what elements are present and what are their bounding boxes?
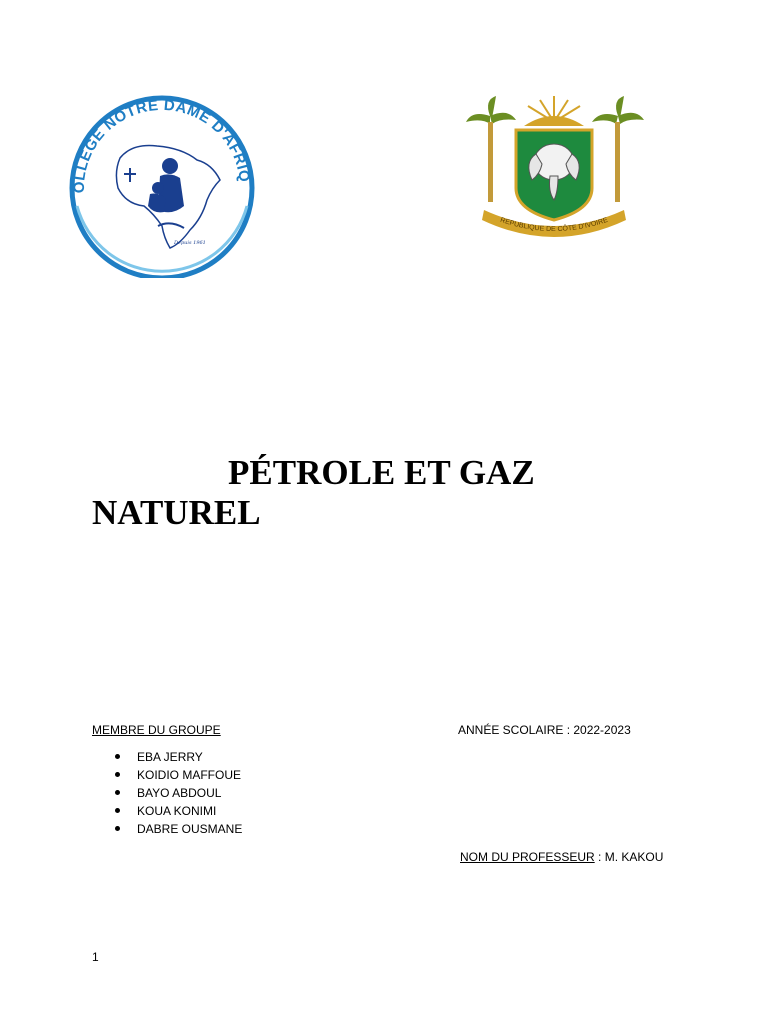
- page-title-line1: PÉTROLE ET GAZ: [228, 453, 535, 492]
- list-item: DABRE OUSMANE: [115, 822, 242, 840]
- college-ring-text: OLLEGE NOTRE DAME D'AFRIQ: [70, 96, 253, 194]
- members-list: [115, 750, 242, 840]
- page-number: 1: [92, 950, 99, 964]
- svg-text:COLLEGE NOTRE DAME D'AFRIQUE: [62, 88, 253, 193]
- coat-of-arms-banner-text: REPUBLIQUE DE CÔTE D'IVOIRE: [499, 216, 609, 234]
- professor-label: NOM DU PROFESSEUR: [460, 850, 595, 864]
- list-item: KOUA KONIMI: [115, 804, 242, 822]
- list-item: BAYO ABDOUL: [115, 786, 242, 804]
- list-item: KOIDIO MAFFOUE: [115, 768, 242, 786]
- professor-name: M. KAKOU: [604, 850, 664, 864]
- college-logo: [62, 88, 262, 278]
- members-heading: MEMBRE DU GROUPE: [92, 723, 221, 737]
- coat-of-arms-logo: [462, 92, 646, 250]
- page-title-line2: NATUREL: [92, 493, 261, 532]
- college-signature: Depuis 1961: [174, 240, 206, 246]
- list-item: EBA JERRY: [115, 750, 242, 768]
- school-year: ANNÉE SCOLAIRE : 2022-2023: [458, 723, 631, 737]
- professor-line: [460, 850, 663, 864]
- professor-separator: :: [594, 850, 605, 864]
